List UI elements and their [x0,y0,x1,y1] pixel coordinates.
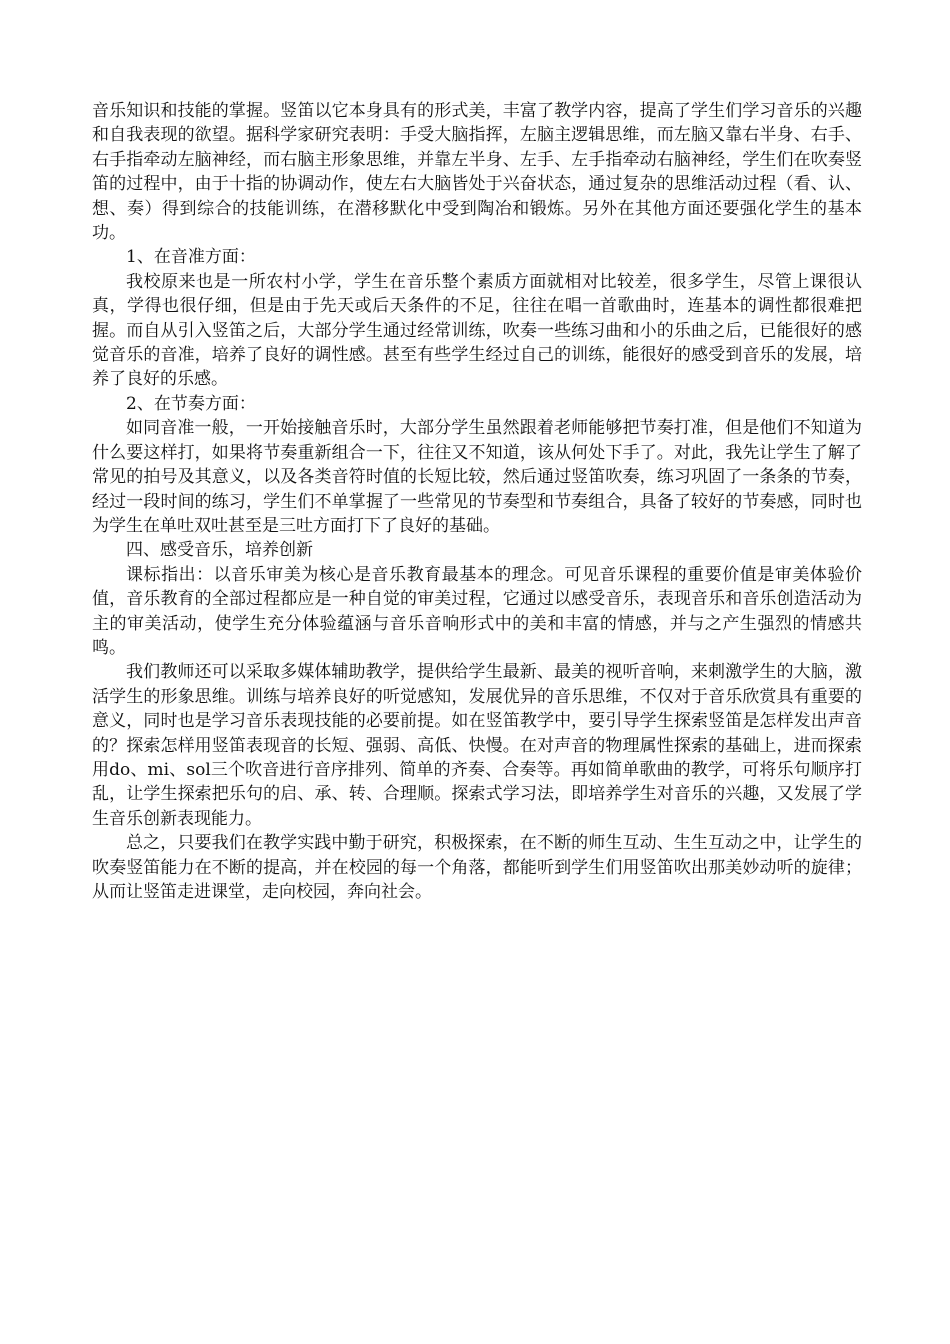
section-heading-rhythm: 2、在节奏方面： [126,393,256,414]
document-body [92,99,862,904]
body-paragraph: 我们教师还可以采取多媒体辅助教学，提供给学生最新、最美的视听音响，来刺激学生的大脑，激活学生的形象思维。训练与培养良好的听觉感知，发展优异的音乐思维，不仅对于音乐欣赏具有重要的意义，同时也是学习音乐表现技能的必要前提。如在竖笛教学中，要引导学生探索竖笛是怎样发出声音的？探索怎样用竖笛表现音的长短、强弱、高低、快慢。在对声音的物理属性探索的基础上，进而探索用do、mi、sol三个吹音进行音序排列、简单的齐奏、合奏等。再如简单歌曲的教学，可将乐句顺序打乱，让学生探索把乐句的启、承、转、合理顺。探索式学习法，即培养学生对音乐的兴趣，又发展了学生音乐创新表现能力。 [92,662,862,829]
conclusion-paragraph: 总之，只要我们在教学实践中勤于研究，积极探索，在不断的师生互动、生生互动之中，让学生的吹奏竖笛能力在不断的提高，并在校园的每一个角落，都能听到学生们用竖笛吹出那美妙动听的旋律；从而让竖笛走进课堂，走向校园，奔向社会。 [92,833,862,902]
section-heading-pitch: 1、在音准方面： [126,247,256,268]
section-heading-feel-music: 四、感受音乐，培养创新 [126,540,313,561]
body-paragraph: 如同音准一般，一开始接触音乐时，大部分学生虽然跟着老师能够把节奏打准，但是他们不知道为什么要这样打，如果将节奏重新组合一下，往往又不知道，该从何处下手了。对此，我先让学生了解了常见的拍号及其意义，以及各类音符时值的长短比较，然后通过竖笛吹奏，练习巩固了一条条的节奏，经过一段时间的练习，学生们不单掌握了一些常见的节奏型和节奏组合，具备了较好的节奏感，同时也为学生在单吐双吐甚至是三吐方面打下了良好的基础。 [92,418,862,536]
body-paragraph: 我校原来也是一所农村小学，学生在音乐整个素质方面就相对比较差，很多学生，尽管上课很认真，学得也很仔细，但是由于先天或后天条件的不足，往往在唱一首歌曲时，连基本的调性都很难把握。而自从引入竖笛之后，大部分学生通过经常训练，吹奏一些练习曲和小的乐曲之后，已能很好的感觉音乐的音准，培养了良好的调性感。甚至有些学生经过自己的训练，能很好的感受到音乐的发展，培养了良好的乐感。 [92,271,862,390]
body-paragraph: 课标指出：以音乐审美为核心是音乐教育最基本的理念。可见音乐课程的重要价值是审美体验价值，音乐教育的全部过程都应是一种自觉的审美过程，它通过以感受音乐，表现音乐和音乐创造活动为主的审美活动，使学生充分体验蕴涵与音乐音响形式中的美和丰富的情感，并与之产生强烈的情感共鸣。 [92,564,862,658]
body-paragraph: 音乐知识和技能的掌握。竖笛以它本身具有的形式美，丰富了教学内容，提高了学生们学习音乐的兴趣和自我表现的欲望。据科学家研究表明：手受大脑指挥，左脑主逻辑思维，而左脑又靠右半身、右手、右手指牵动左脑神经，而右脑主形象思维，并靠左半身、左手、左手指牵动右脑神经，学生们在吹奏竖笛的过程中，由于十指的协调动作，使左右大脑皆处于兴奋状态，通过复杂的思维活动过程（看、认、想、奏）得到综合的技能训练，在潜移默化中受到陶冶和锻炼。另外在其他方面还要强化学生的基本功。 [92,101,862,244]
